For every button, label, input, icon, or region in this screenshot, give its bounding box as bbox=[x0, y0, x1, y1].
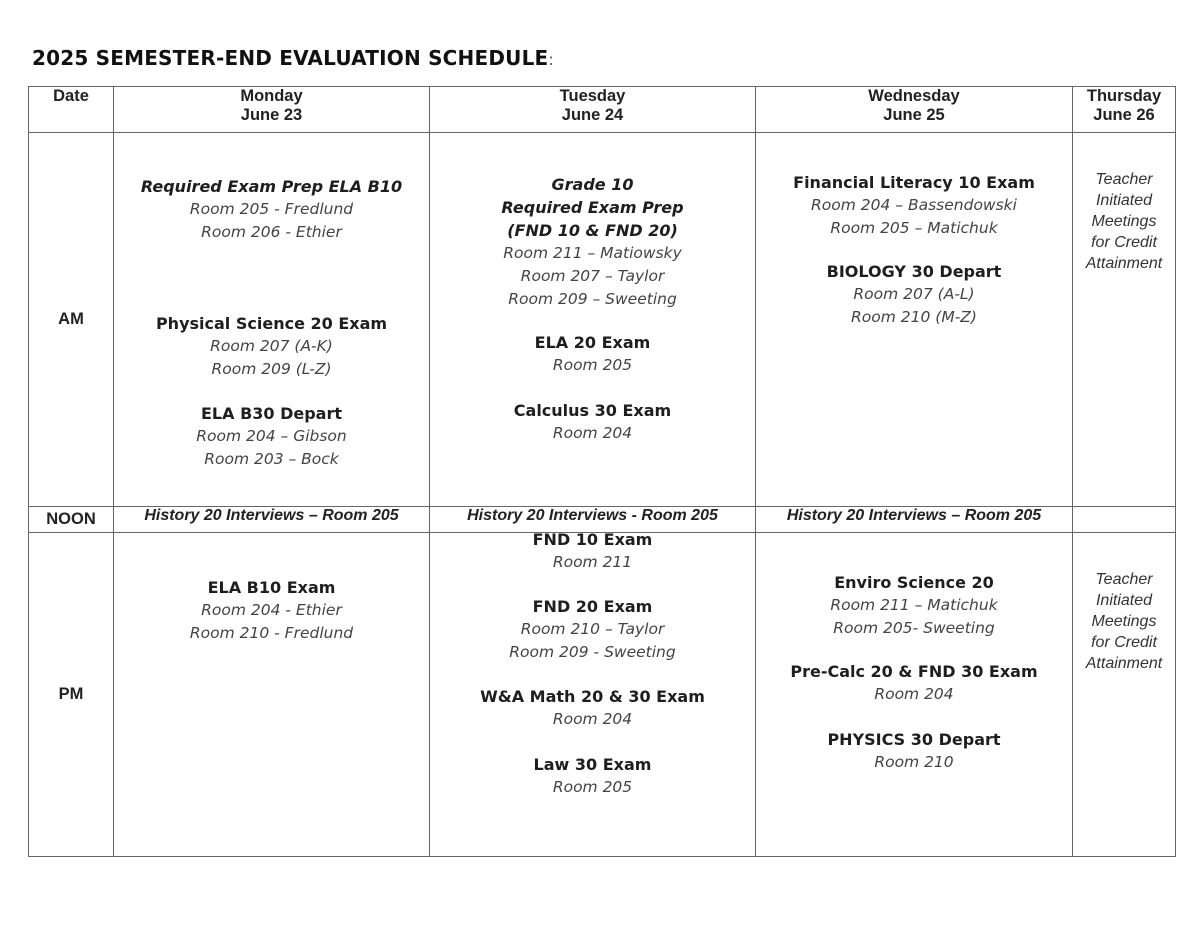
pm-wednesday-cell bbox=[756, 533, 1073, 857]
noon-interviews: History 20 Interviews – Room 205 bbox=[144, 507, 399, 524]
exam-block bbox=[756, 260, 1072, 329]
row-label-noon: NOON bbox=[29, 507, 114, 533]
note-line: Attainment bbox=[1085, 255, 1163, 272]
exam-block bbox=[756, 660, 1072, 706]
am-monday-cell bbox=[114, 133, 430, 507]
exam-room: Room 210 (M-Z) bbox=[851, 308, 977, 326]
noon-interviews: History 20 Interviews - Room 205 bbox=[467, 507, 718, 524]
header-date-label: Date bbox=[53, 87, 89, 105]
exam-block bbox=[114, 175, 429, 244]
exam-room: Room 204 bbox=[552, 710, 633, 728]
exam-room: Room 204 bbox=[874, 685, 954, 703]
header-thursday-date: June 26 bbox=[1093, 106, 1155, 124]
note-line: Meetings bbox=[1091, 213, 1157, 230]
exam-title: Grade 10 bbox=[551, 175, 634, 194]
header-thursday bbox=[1073, 87, 1176, 133]
exam-title: Pre-Calc 20 & FND 30 Exam bbox=[790, 662, 1038, 681]
noon-thursday-cell bbox=[1073, 507, 1176, 533]
title-colon: : bbox=[548, 50, 554, 69]
row-label-pm: PM bbox=[29, 533, 114, 857]
note-line: Initiated bbox=[1095, 192, 1153, 209]
noon-monday-cell bbox=[114, 507, 430, 533]
exam-room: Room 207 (A-L) bbox=[853, 285, 975, 303]
exam-title: Physical Science 20 Exam bbox=[155, 314, 388, 333]
exam-title: Required Exam Prep ELA B10 bbox=[140, 177, 403, 196]
pm-tuesday-cell bbox=[430, 530, 756, 857]
exam-room: Room 204 – Bassendowski bbox=[811, 196, 1017, 214]
exam-room: Room 211 – Matichuk bbox=[830, 596, 998, 614]
exam-title: Calculus 30 Exam bbox=[513, 401, 672, 420]
noon-wednesday-cell bbox=[756, 507, 1073, 533]
row-label-am: AM bbox=[29, 133, 114, 507]
exam-title: FND 20 Exam bbox=[532, 597, 653, 616]
exam-room: Room 209 - Sweeting bbox=[509, 643, 676, 661]
exam-title: Required Exam Prep bbox=[501, 198, 684, 217]
exam-room: Room 204 bbox=[552, 424, 633, 442]
header-monday-date: June 23 bbox=[240, 106, 303, 124]
exam-block bbox=[756, 728, 1072, 774]
exam-block bbox=[430, 753, 755, 799]
header-row bbox=[29, 87, 1176, 133]
pm-monday-cell bbox=[114, 533, 430, 857]
exam-room: Room 204 – Gibson bbox=[196, 427, 347, 445]
exam-room: Room 203 – Bock bbox=[204, 450, 339, 468]
am-tuesday-cell bbox=[430, 133, 756, 507]
am-row bbox=[29, 133, 1176, 507]
exam-room: Room 205 bbox=[552, 778, 633, 796]
exam-room: Room 209 – Sweeting bbox=[508, 290, 677, 308]
header-tuesday-date: June 24 bbox=[561, 106, 624, 124]
thursday-note bbox=[1073, 569, 1175, 674]
noon-interviews: History 20 Interviews – Room 205 bbox=[786, 507, 1042, 524]
header-wednesday-day: Wednesday bbox=[868, 87, 960, 105]
exam-block bbox=[430, 528, 755, 574]
note-line: for Credit bbox=[1091, 634, 1157, 651]
exam-room: Room 205 - Fredlund bbox=[189, 200, 354, 218]
exam-room: Room 211 – Matiowsky bbox=[503, 244, 682, 262]
exam-title: Enviro Science 20 bbox=[834, 573, 994, 592]
exam-block bbox=[430, 595, 755, 664]
exam-title: PHYSICS 30 Depart bbox=[827, 730, 1001, 749]
note-line: Teacher bbox=[1095, 571, 1153, 588]
exam-block bbox=[430, 399, 755, 445]
pm-row bbox=[29, 533, 1176, 857]
header-tuesday-day: Tuesday bbox=[559, 87, 626, 105]
exam-title: W&A Math 20 & 30 Exam bbox=[480, 687, 705, 706]
schedule-table bbox=[28, 86, 1176, 857]
header-tuesday bbox=[430, 87, 756, 133]
exam-title: Law 30 Exam bbox=[533, 755, 652, 774]
exam-title: ELA B10 Exam bbox=[207, 578, 336, 597]
exam-block bbox=[114, 402, 429, 471]
header-monday bbox=[114, 87, 430, 133]
exam-room: Room 204 - Ethier bbox=[201, 601, 342, 619]
title-text: 2025 SEMESTER-END EVALUATION SCHEDULE bbox=[32, 46, 549, 70]
header-thursday-day: Thursday bbox=[1086, 87, 1162, 105]
exam-room: Room 205 – Matichuk bbox=[830, 219, 998, 237]
exam-block bbox=[430, 173, 755, 311]
exam-room: Room 210 – Taylor bbox=[520, 620, 665, 638]
exam-block bbox=[756, 171, 1072, 240]
am-thursday-cell bbox=[1073, 133, 1176, 507]
exam-block bbox=[430, 331, 755, 377]
exam-room: Room 210 bbox=[874, 753, 954, 771]
exam-room: Room 205 bbox=[552, 356, 633, 374]
exam-title: ELA B30 Depart bbox=[200, 404, 343, 423]
pm-thursday-cell bbox=[1073, 533, 1176, 857]
header-date bbox=[29, 87, 114, 133]
exam-block bbox=[114, 576, 429, 645]
note-line: Meetings bbox=[1091, 613, 1157, 630]
exam-title: FND 10 Exam bbox=[532, 530, 653, 549]
exam-block bbox=[430, 685, 755, 731]
exam-room: Room 211 bbox=[552, 553, 633, 571]
header-wednesday-date: June 25 bbox=[883, 106, 945, 124]
note-line: Attainment bbox=[1085, 655, 1163, 672]
exam-room: Room 207 (A-K) bbox=[210, 337, 333, 355]
exam-room: Room 207 – Taylor bbox=[520, 267, 665, 285]
exam-room: Room 209 (L-Z) bbox=[211, 360, 332, 378]
exam-title: ELA 20 Exam bbox=[534, 333, 651, 352]
header-monday-day: Monday bbox=[240, 87, 303, 105]
am-wednesday-cell bbox=[756, 133, 1073, 507]
note-line: Teacher bbox=[1095, 171, 1153, 188]
exam-room: Room 205- Sweeting bbox=[833, 619, 995, 637]
note-line: Initiated bbox=[1095, 592, 1153, 609]
exam-room: Room 206 - Ethier bbox=[201, 223, 342, 241]
exam-title: (FND 10 & FND 20) bbox=[507, 221, 678, 240]
exam-title: Financial Literacy 10 Exam bbox=[793, 173, 1035, 192]
page-title bbox=[32, 46, 554, 70]
exam-block bbox=[114, 312, 429, 381]
header-wednesday bbox=[756, 87, 1073, 133]
note-line: for Credit bbox=[1091, 234, 1157, 251]
exam-title: BIOLOGY 30 Depart bbox=[826, 262, 1002, 281]
exam-block bbox=[756, 571, 1072, 640]
thursday-note bbox=[1073, 169, 1175, 274]
exam-room: Room 210 - Fredlund bbox=[189, 624, 354, 642]
